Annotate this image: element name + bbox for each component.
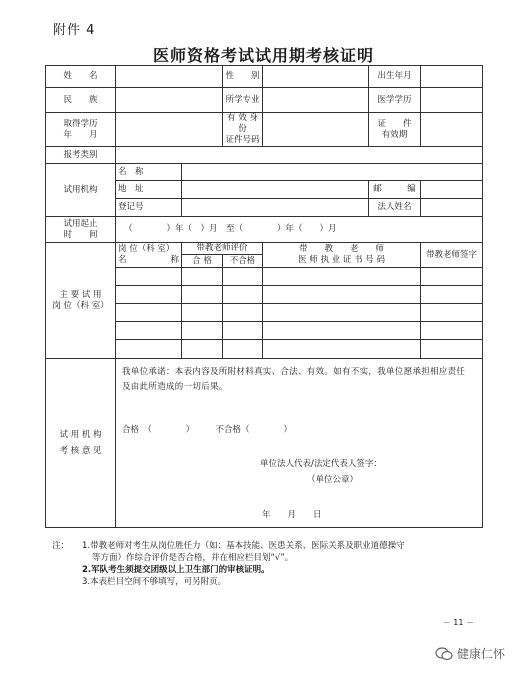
row-basic-1	[46, 66, 483, 88]
header-fail: 不合格	[223, 255, 263, 268]
cert-number-cell[interactable]	[263, 304, 421, 322]
label-trial-period-line2: 时 间	[63, 229, 98, 240]
label-assessment	[46, 359, 116, 528]
note-2-text: 2.军队考生须提交团级以上卫生部门的审核证明。	[82, 565, 270, 575]
label-cert-validity-line1: 证 件	[377, 118, 412, 129]
label-id-line1: 有 效 身 份	[227, 113, 258, 134]
label-cert-validity	[369, 113, 421, 147]
label-inst-reg-no: 登记号	[116, 199, 182, 217]
label-ethnicity: 民 族	[46, 88, 116, 113]
label-edu-obtained-line1: 取得学历	[63, 118, 98, 129]
input-inst-name[interactable]	[182, 164, 483, 181]
header-post-name-line1: 岗 位（科 室）	[118, 244, 175, 254]
attachment-label: 附件 4	[53, 23, 96, 38]
label-med-degree: 医学学历	[369, 88, 421, 113]
label-assessment-line1: 试 用 机 构	[59, 430, 102, 440]
input-inst-address[interactable]	[182, 181, 369, 199]
label-assessment-line2: 考 核 意 见	[59, 446, 102, 456]
header-post-name-line2	[118, 255, 179, 266]
header-pass: 合 格	[182, 255, 223, 268]
post-name-cell[interactable]	[116, 322, 182, 340]
cert-number-cell[interactable]	[263, 286, 421, 304]
label-birth: 出生年月	[369, 66, 421, 88]
header-mentor-cert	[263, 243, 421, 268]
label-main-post-line1: 主 要 试 用	[59, 289, 102, 300]
sign-cell[interactable]	[421, 268, 483, 286]
sign-cell[interactable]	[421, 340, 483, 359]
label-edu-obtained	[46, 113, 116, 147]
post-name-cell[interactable]	[116, 340, 182, 359]
input-med-degree[interactable]	[421, 88, 483, 113]
fail-cell[interactable]	[223, 268, 263, 286]
pass-cell[interactable]	[182, 322, 223, 340]
cert-number-cell[interactable]	[263, 340, 421, 359]
row-institution-name	[46, 164, 483, 181]
note-1-line1: 1.带教老师对考生从岗位胜任力（如：基本技能、医患关系、医际关系及职业道德操守	[82, 541, 405, 551]
input-cert-validity[interactable]	[421, 113, 483, 147]
row-trial-period	[46, 217, 483, 243]
label-cert-validity-line2: 有效期	[381, 129, 408, 140]
label-institution: 试用机构	[46, 164, 116, 217]
label-name: 姓 名	[46, 66, 116, 88]
header-mentor-cert-line2: 医 师 执 业 证 书 号 码	[298, 255, 385, 265]
header-post-name	[116, 243, 182, 268]
note-2	[52, 564, 405, 576]
header-post-name-char2: 称	[170, 255, 179, 265]
wechat-icon	[435, 647, 453, 661]
note-indent	[52, 552, 92, 564]
input-id[interactable]	[263, 113, 369, 147]
cert-number-cell[interactable]	[263, 268, 421, 286]
input-inst-reg-no[interactable]	[182, 199, 369, 217]
label-trial-period-line1: 试用起止	[63, 218, 98, 229]
row-assessment	[46, 359, 483, 528]
input-inst-postcode[interactable]	[421, 181, 483, 199]
page-number: － 11 －	[442, 618, 474, 627]
trial-period-fields[interactable]: （ ）年（ ）月 至（ ）年（ ）月	[116, 217, 483, 243]
note-indent	[52, 564, 82, 576]
pass-cell[interactable]	[182, 304, 223, 322]
post-name-cell[interactable]	[116, 286, 182, 304]
label-id-line2: 证件号码	[225, 135, 260, 145]
fail-cell[interactable]	[223, 286, 263, 304]
sign-cell[interactable]	[421, 304, 483, 322]
notes-lead: 注：	[52, 541, 70, 551]
input-birth[interactable]	[421, 66, 483, 88]
form-title: 医师资格考试试用期考核证明	[152, 46, 374, 65]
fail-cell[interactable]	[223, 304, 263, 322]
label-inst-legal-name: 法人姓名	[369, 199, 421, 217]
input-ethnicity[interactable]	[116, 88, 223, 113]
label-exam-category: 报考类别	[46, 147, 116, 164]
label-inst-address: 地 址	[116, 181, 182, 199]
note-3	[52, 576, 405, 588]
watermark-text: 健康仁怀	[456, 647, 505, 661]
row-post-header-1	[46, 243, 483, 255]
pledge-text: 我单位承诺：本表内容及所附材料真实、合法、有效。如有不实，我单位愿承担相应责任及由此所造成的一切后果。	[122, 367, 466, 392]
sign-cell[interactable]	[421, 286, 483, 304]
row-exam-category	[46, 147, 483, 164]
post-name-cell[interactable]	[116, 304, 182, 322]
input-gender[interactable]	[263, 66, 369, 88]
date-line[interactable]: 年 月 日	[262, 510, 322, 520]
watermark	[435, 645, 505, 662]
sign-cell[interactable]	[421, 322, 483, 340]
input-inst-legal-name[interactable]	[421, 199, 483, 217]
result-line[interactable]: 合格 （ ） 不合格（ ）	[122, 425, 293, 435]
post-name-cell[interactable]	[116, 268, 182, 286]
input-exam-category[interactable]	[116, 147, 483, 164]
label-gender: 性 别	[223, 66, 263, 88]
note-1-line2: 等方面）作综合评价是否合格，并在相应栏目划“√”。	[92, 553, 294, 563]
pass-cell[interactable]	[182, 268, 223, 286]
header-mentor-cert-line1: 带 教 老 师	[299, 244, 385, 254]
note-3-text: 3.本表栏目空间不够填写，可另附页。	[82, 577, 227, 587]
label-inst-postcode: 邮 编	[369, 181, 421, 199]
label-main-post	[46, 243, 116, 359]
assessment-form-table	[45, 65, 483, 528]
input-name[interactable]	[116, 66, 223, 88]
pass-cell[interactable]	[182, 286, 223, 304]
header-mentor-eval: 带教老师评价	[182, 243, 263, 255]
seal-label: （单位公章）	[307, 475, 359, 485]
label-inst-name: 名 称	[116, 164, 182, 181]
footnotes	[52, 540, 405, 588]
fail-cell[interactable]	[223, 340, 263, 359]
note-1-cont	[52, 552, 405, 564]
input-major[interactable]	[263, 88, 369, 113]
label-edu-obtained-line2: 年 月	[63, 129, 98, 140]
fail-cell[interactable]	[223, 322, 263, 340]
header-post-name-char1: 名	[118, 255, 127, 265]
pass-cell[interactable]	[182, 340, 223, 359]
note-indent	[52, 576, 82, 588]
assessment-content	[116, 359, 483, 528]
header-mentor-sign: 带教老师签字	[421, 243, 483, 268]
label-main-post-line2: 岗 位（科 室）	[52, 300, 109, 311]
label-id	[223, 113, 263, 147]
row-basic-3	[46, 113, 483, 147]
note-1	[52, 540, 405, 552]
row-basic-2	[46, 88, 483, 113]
label-trial-period	[46, 217, 116, 243]
input-edu-obtained[interactable]	[116, 113, 223, 147]
label-major: 所学专业	[223, 88, 263, 113]
legal-rep-sign-label: 单位法人代表/法定代表人签字：	[260, 459, 382, 469]
cert-number-cell[interactable]	[263, 322, 421, 340]
